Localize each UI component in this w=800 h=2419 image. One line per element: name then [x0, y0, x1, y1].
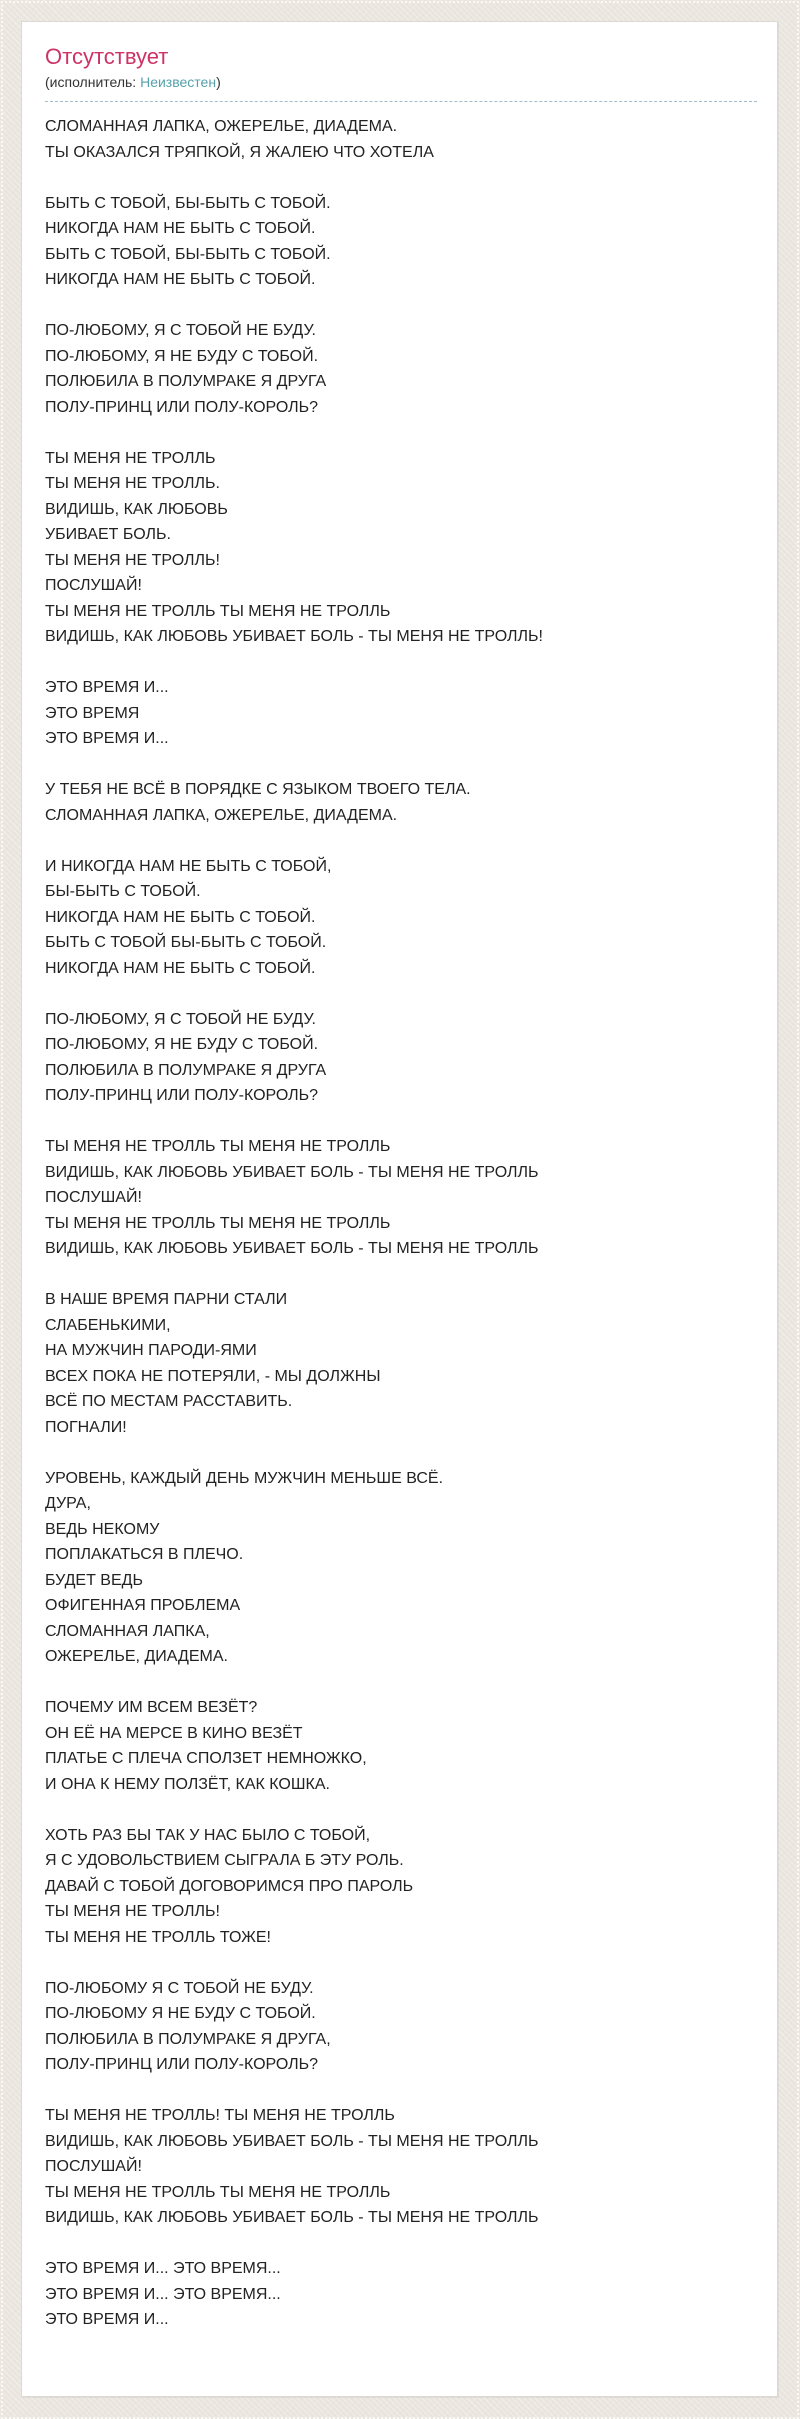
- lyric-line: ПОЛЮБИЛА В ПОЛУМРАКЕ Я ДРУГА: [45, 373, 327, 390]
- lyric-line: ТЫ МЕНЯ НЕ ТРОЛЛЬ.: [45, 475, 220, 492]
- lyric-line: ОФИГЕННАЯ ПРОБЛЕМА: [45, 1597, 241, 1614]
- lyric-line: ВИДИШЬ, КАК ЛЮБОВЬ УБИВАЕТ БОЛЬ - ТЫ МЕНЯ НЕ ТРОЛЛЬ: [45, 1163, 539, 1181]
- lyric-line: ВИДИШЬ, КАК ЛЮБОВЬ УБИВАЕТ БОЛЬ - ТЫ МЕНЯ НЕ ТРОЛЛЬ: [45, 2132, 539, 2150]
- lyric-line: БЫ-БЫТЬ С ТОБОЙ.: [45, 883, 201, 900]
- lyric-line: ПО-ЛЮБОМУ, Я НЕ БУДУ С ТОБОЙ.: [45, 347, 319, 365]
- lyric-line: НА МУЖЧИН ПАРОДИ-ЯМИ: [45, 1342, 257, 1359]
- lyric-line: СЛОМАННАЯ ЛАПКА, ОЖЕРЕЛЬЕ, ДИАДЕМА.: [45, 118, 398, 135]
- lyric-line: ПОГНАЛИ!: [45, 1418, 127, 1436]
- stanza: [45, 675, 757, 752]
- lyric-line: ПО-ЛЮБОМУ Я НЕ БУДУ С ТОБОЙ.: [45, 2005, 316, 2022]
- lyric-line: НИКОГДА НАМ НЕ БЫТЬ С ТОБОЙ.: [45, 220, 316, 237]
- lyric-line: БЫТЬ С ТОБОЙ БЫ-БЫТЬ С ТОБОЙ.: [45, 934, 327, 951]
- lyric-line: УРОВЕНЬ, КАЖДЫЙ ДЕНЬ МУЖЧИН МЕНЬШЕ ВСЁ.: [45, 1469, 444, 1487]
- lyric-line: ТЫ МЕНЯ НЕ ТРОЛЛЬ ТОЖЕ!: [45, 1928, 271, 1946]
- lyric-line: ПОСЛУШАЙ!: [45, 2158, 142, 2175]
- lyric-line: ВСЕХ ПОКА НЕ ПОТЕРЯЛИ, - МЫ ДОЛЖНЫ: [45, 1367, 381, 1385]
- lyric-line: БЫТЬ С ТОБОЙ, БЫ-БЫТЬ С ТОБОЙ.: [45, 245, 331, 263]
- lyric-line: И НИКОГДА НАМ НЕ БЫТЬ С ТОБОЙ,: [45, 857, 332, 875]
- lyric-line: ВИДИШЬ, КАК ЛЮБОВЬ: [45, 500, 228, 518]
- lyrics: [45, 114, 757, 2333]
- lyric-line: ЭТО ВРЕМЯ И...: [45, 730, 169, 747]
- stanza: [45, 777, 757, 828]
- lyric-line: ТЫ МЕНЯ НЕ ТРОЛЛЬ ТЫ МЕНЯ НЕ ТРОЛЛЬ: [45, 602, 391, 620]
- artist-label: (исполнитель:: [45, 74, 141, 90]
- lyric-line: В НАШЕ ВРЕМЯ ПАРНИ СТАЛИ: [45, 1291, 288, 1308]
- stanza: [45, 1466, 757, 1670]
- lyric-line: СЛОМАННАЯ ЛАПКА,: [45, 1622, 210, 1640]
- lyric-line: ЭТО ВРЕМЯ И...: [45, 679, 169, 696]
- stanza: [45, 191, 757, 293]
- lyric-line: ТЫ МЕНЯ НЕ ТРОЛЛЬ ТЫ МЕНЯ НЕ ТРОЛЛЬ: [45, 1214, 391, 1232]
- stanza: [45, 1823, 757, 1951]
- lyric-line: ВИДИШЬ, КАК ЛЮБОВЬ УБИВАЕТ БОЛЬ - ТЫ МЕНЯ НЕ ТРОЛЛЬ!: [45, 628, 543, 645]
- lyric-line: ПО-ЛЮБОМУ, Я С ТОБОЙ НЕ БУДУ.: [45, 322, 316, 339]
- stanza: [45, 1007, 757, 1109]
- artist-name-link[interactable]: Неизвестен: [140, 74, 217, 90]
- stanza: [45, 2103, 757, 2231]
- lyric-line: БЫТЬ С ТОБОЙ, БЫ-БЫТЬ С ТОБОЙ.: [45, 194, 331, 212]
- lyric-line: ПОЛУ-ПРИНЦ ИЛИ ПОЛУ-КОРОЛЬ?: [45, 398, 319, 416]
- lyric-line: ПО-ЛЮБОМУ, Я НЕ БУДУ С ТОБОЙ.: [45, 1036, 319, 1053]
- lyric-line: ПОСЛУШАЙ!: [45, 577, 142, 594]
- lyric-line: ПЛАТЬЕ С ПЛЕЧА СПОЛЗЕТ НЕМНОЖКО,: [45, 1750, 367, 1767]
- stanza: [45, 318, 757, 420]
- lyric-line: Я С УДОВОЛЬСТВИЕМ СЫГРАЛА Б ЭТУ РОЛЬ.: [45, 1852, 404, 1869]
- lyric-line: ВИДИШЬ, КАК ЛЮБОВЬ УБИВАЕТ БОЛЬ - ТЫ МЕНЯ НЕ ТРОЛЛЬ: [45, 2209, 539, 2226]
- stanza: [45, 1976, 757, 2078]
- lyric-line: ВИДИШЬ, КАК ЛЮБОВЬ УБИВАЕТ БОЛЬ - ТЫ МЕНЯ НЕ ТРОЛЛЬ: [45, 1240, 539, 1257]
- lyric-line: И ОНА К НЕМУ ПОЛЗЁТ, КАК КОШКА.: [45, 1775, 330, 1793]
- lyrics-card: [21, 21, 778, 2397]
- artist-label-close: ): [216, 74, 221, 90]
- lyric-line: ПОЛЮБИЛА В ПОЛУМРАКЕ Я ДРУГА: [45, 1061, 327, 1079]
- stanza: [45, 1695, 757, 1797]
- stanza: [45, 1134, 757, 1262]
- lyric-line: ЭТО ВРЕМЯ: [45, 704, 140, 722]
- lyric-line: ПОЧЕМУ ИМ ВСЕМ ВЕЗЁТ?: [45, 1699, 258, 1716]
- lyric-line: ПОЛУ-ПРИНЦ ИЛИ ПОЛУ-КОРОЛЬ?: [45, 1087, 319, 1104]
- lyric-line: УБИВАЕТ БОЛЬ.: [45, 526, 171, 543]
- lyric-line: ТЫ МЕНЯ НЕ ТРОЛЛЬ! ТЫ МЕНЯ НЕ ТРОЛЛЬ: [45, 2107, 395, 2124]
- lyric-line: ПОЛЮБИЛА В ПОЛУМРАКЕ Я ДРУГА,: [45, 2030, 331, 2048]
- lyric-line: СЛАБЕНЬКИМИ,: [45, 1316, 171, 1334]
- lyric-line: У ТЕБЯ НЕ ВСЁ В ПОРЯДКЕ С ЯЗЫКОМ ТВОЕГО ТЕЛА.: [45, 781, 471, 798]
- stanza: [45, 1287, 757, 1440]
- lyric-line: ПО-ЛЮБОМУ Я С ТОБОЙ НЕ БУДУ.: [45, 1979, 314, 1997]
- lyric-line: ТЫ МЕНЯ НЕ ТРОЛЛЬ!: [45, 551, 220, 569]
- lyric-line: ПОСЛУШАЙ!: [45, 1189, 142, 1206]
- stanza: [45, 854, 757, 982]
- lyric-line: БУДЕТ ВЕДЬ: [45, 1571, 143, 1589]
- artist-line: [45, 73, 757, 102]
- lyric-line: ЭТО ВРЕМЯ И... ЭТО ВРЕМЯ...: [45, 2285, 281, 2303]
- lyric-line: ПОПЛАКАТЬСЯ В ПЛЕЧО.: [45, 1546, 244, 1563]
- lyric-line: НИКОГДА НАМ НЕ БЫТЬ С ТОБОЙ.: [45, 271, 316, 288]
- lyric-line: ТЫ МЕНЯ НЕ ТРОЛЛЬ ТЫ МЕНЯ НЕ ТРОЛЛЬ: [45, 2183, 391, 2201]
- lyric-line: ДУРА,: [45, 1495, 91, 1512]
- lyric-line: ПО-ЛЮБОМУ, Я С ТОБОЙ НЕ БУДУ.: [45, 1010, 316, 1028]
- stanza: [45, 446, 757, 650]
- stanza: [45, 114, 757, 165]
- lyric-line: ВСЁ ПО МЕСТАМ РАССТАВИТЬ.: [45, 1393, 293, 1410]
- lyric-line: ЭТО ВРЕМЯ И...: [45, 2311, 169, 2328]
- lyric-line: НИКОГДА НАМ НЕ БЫТЬ С ТОБОЙ.: [45, 959, 316, 977]
- lyric-line: ТЫ ОКАЗАЛСЯ ТРЯПКОЙ, Я ЖАЛЕЮ ЧТО ХОТЕЛА: [45, 143, 434, 161]
- lyric-line: ПОЛУ-ПРИНЦ ИЛИ ПОЛУ-КОРОЛЬ?: [45, 2056, 319, 2073]
- lyric-line: ТЫ МЕНЯ НЕ ТРОЛЛЬ ТЫ МЕНЯ НЕ ТРОЛЛЬ: [45, 1138, 391, 1155]
- lyric-line: ВЕДЬ НЕКОМУ: [45, 1520, 160, 1538]
- lyric-line: ТЫ МЕНЯ НЕ ТРОЛЛЬ!: [45, 1903, 220, 1920]
- lyric-line: ТЫ МЕНЯ НЕ ТРОЛЛЬ: [45, 449, 216, 467]
- lyric-line: ЭТО ВРЕМЯ И... ЭТО ВРЕМЯ...: [45, 2260, 281, 2277]
- lyric-line: СЛОМАННАЯ ЛАПКА, ОЖЕРЕЛЬЕ, ДИАДЕМА.: [45, 806, 398, 824]
- lyric-line: ХОТЬ РАЗ БЫ ТАК У НАС БЫЛО С ТОБОЙ,: [45, 1826, 371, 1844]
- lyric-line: ОН ЕЁ НА МЕРСЕ В КИНО ВЕЗЁТ: [45, 1724, 303, 1742]
- song-title: Отсутствует: [45, 44, 169, 69]
- lyric-line: ОЖЕРЕЛЬЕ, ДИАДЕМА.: [45, 1648, 228, 1665]
- stanza: [45, 2256, 757, 2333]
- lyric-line: НИКОГДА НАМ НЕ БЫТЬ С ТОБОЙ.: [45, 908, 316, 926]
- lyric-line: ДАВАЙ С ТОБОЙ ДОГОВОРИМСЯ ПРО ПАРОЛЬ: [45, 1877, 414, 1895]
